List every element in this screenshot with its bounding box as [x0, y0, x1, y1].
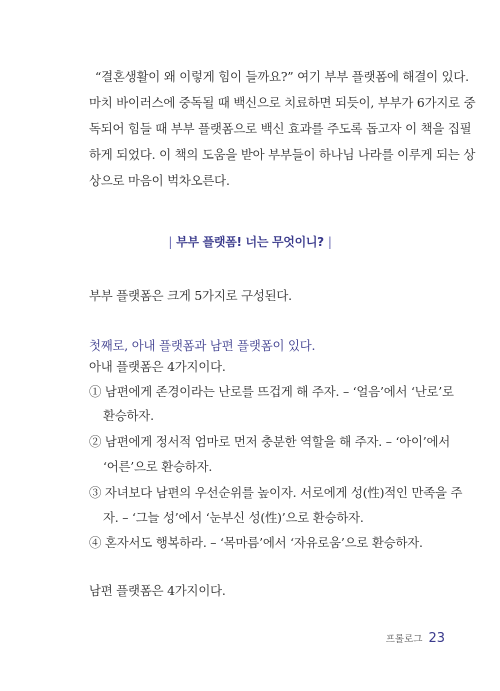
list-item-2: ② 남편에게 정서적 엄마로 먼저 충분한 역할을 해 주자. – ‘아이’에서 — [89, 434, 451, 449]
intro-line: 상으로 마음이 벅차오른다. — [89, 173, 230, 188]
heading-bar-right: | — [327, 235, 332, 249]
list-item-3-cont: 자. – ‘그늘 성’에서 ‘눈부신 성(性)’으로 환승하자. — [103, 510, 364, 525]
first-heading: 첫째로, 아내 플랫폼과 남편 플랫폼이 있다. — [89, 338, 316, 353]
intro-line: 하게 되었다. 이 책의 도움을 받아 부부들이 하나님 나라를 이루게 되는 상 — [89, 147, 476, 162]
husband-platform-count: 남편 플랫폼은 4가지이다. — [89, 583, 226, 598]
list-item-2-cont: ‘어른’으로 환승하자. — [103, 459, 213, 474]
heading-text: 부부 플랫폼! 너는 무엇이니? — [176, 235, 324, 249]
list-item-4: ④ 혼자서도 행복하라. – ‘목마름’에서 ‘자유로움’으로 환승하자. — [89, 535, 423, 550]
page-footer — [386, 631, 445, 646]
intro-line: “결혼생활이 왜 이렇게 힘이 들까요?” 여기 부부 플랫폼에 해결이 있다. — [95, 69, 469, 84]
intro-line: 마치 바이러스에 중독될 때 백신으로 치료하면 되듯이, 부부가 6가지로 중 — [89, 95, 476, 110]
wife-platform-count: 아내 플랫폼은 4가지이다. — [89, 359, 226, 374]
intro-paragraph — [89, 64, 476, 194]
summary-line: 부부 플랫폼은 크게 5가지로 구성된다. — [89, 288, 292, 303]
chapter-label: 프롤로그 — [385, 634, 423, 645]
list-item-1-cont: 환승하자. — [103, 408, 154, 423]
list-item-1: ① 남편에게 존경이라는 난로를 뜨겁게 해 주자. – ‘얼음’에서 ‘난로’로 — [89, 384, 454, 399]
list-item-3: ③ 자녀보다 남편의 우선순위를 높이자. 서로에게 성(性)적인 만족을 주 — [89, 485, 463, 500]
page-number: 23 — [428, 631, 445, 646]
heading-bar-left: | — [168, 235, 173, 249]
section-heading — [0, 233, 500, 250]
intro-line: 독되어 힘들 때 부부 플랫폼으로 백신 효과를 주도록 돕고자 이 책을 집필 — [89, 121, 472, 136]
